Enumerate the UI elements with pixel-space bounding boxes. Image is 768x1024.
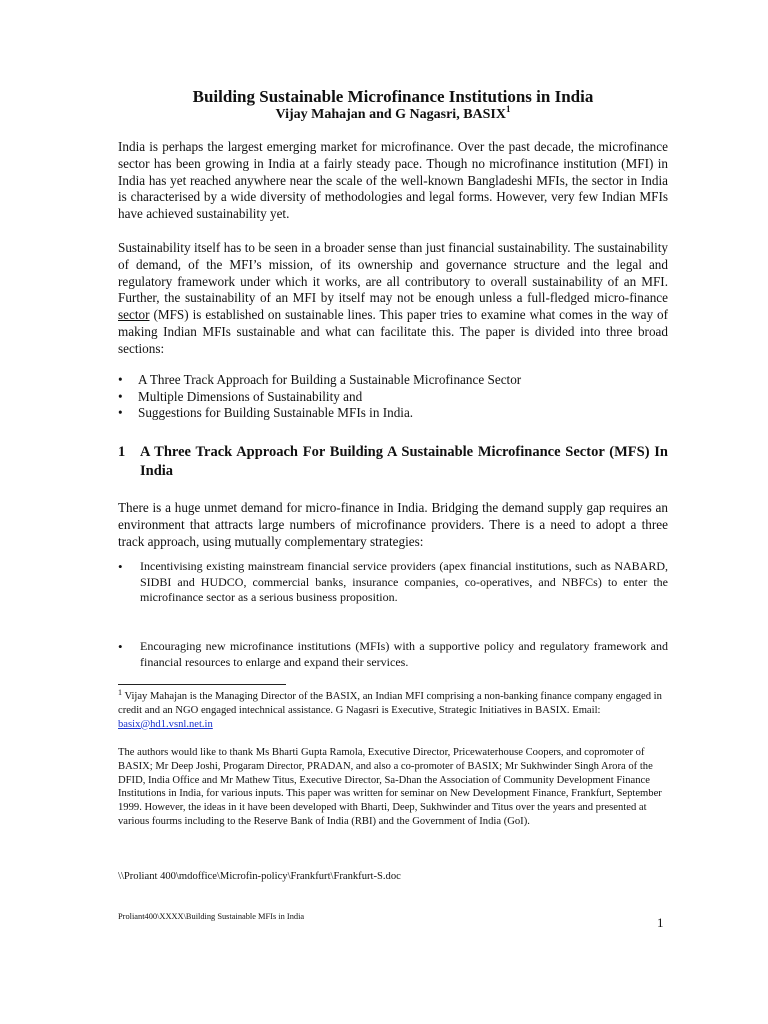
bullet-icon: • xyxy=(118,559,123,574)
strategy-bullet xyxy=(118,559,668,606)
footnote-text: Vijay Mahajan is the Managing Director of the BASIX, an Indian MFI comprising a non-banking finance company engaged in credit and an NGO engaged intechnical assistance. G Nagasri is Executive, Strategic Initiatives in BASIX. Email: xyxy=(118,691,662,716)
sustainability-paragraph xyxy=(118,240,668,358)
document-title: Building Sustainable Microfinance Institutions in India xyxy=(192,87,594,106)
section-overview-list xyxy=(118,372,668,422)
bullet-icon: • xyxy=(118,405,123,420)
strategy-bullet-text: Encouraging new microfinance institutions (MFIs) with a supportive policy and regulatory framework and financial resources to enlarge and expand their services. xyxy=(140,639,668,669)
file-path: \\Proliant 400\mdoffice\Microfin-policy\Frankfurt\Frankfurt-S.doc xyxy=(118,871,401,882)
footnote-1 xyxy=(118,690,670,731)
page-footer: Proliant400\XXXX\Building Sustainable MFIs in India xyxy=(118,912,305,921)
list-item-text: A Three Track Approach for Building a Sustainable Microfinance Sector xyxy=(138,372,522,387)
underlined-word-sector: sector xyxy=(118,307,150,323)
paragraph-text-start: Sustainability itself has to be seen in a broader sense than just financial sustainability. The sustainability of demand, of the MFI’s mission, of its ownership and governance structure and the legal and regulatory framework under which it works, are all contributory to overall sustainability of an MFI. Further, the sustainability of an MFI by itself may not be enough unless a full-fledged micro-finance xyxy=(118,240,668,306)
section-1-intro-paragraph: There is a huge unmet demand for micro-finance in India. Bridging the demand supply gap requires an environment that attracts large numbers of microfinance providers. There is a need to adopt a three track approach, using mutually complementary strategies: xyxy=(118,500,668,549)
intro-paragraph: India is perhaps the largest emerging market for microfinance. Over the past decade, the microfinance sector has been growing in India at a fairly steady pace. Though no microfinance institution (MFI) in India has yet reached anywhere near the scale of the well-known Bangladeshi MFIs, the sector in India is characterised by a wide diversity of methodologies and legal forms. However, very few Indian MFIs have achieved sustainability yet. xyxy=(118,139,668,222)
bullet-icon: • xyxy=(118,639,123,654)
list-item xyxy=(118,389,668,406)
section-number: 1 xyxy=(118,444,126,460)
list-item xyxy=(118,405,668,422)
list-item-text: Suggestions for Building Sustainable MFIs in India. xyxy=(138,405,414,420)
paragraph-text-end: (MFS) is established on sustainable lines. This paper tries to examine what comes in the way of making Indian MFIs sustainable and what can facilitate this. The paper is divided into three broad sections: xyxy=(118,307,668,356)
section-heading-text: A Three Track Approach For Building A Sustainable Microfinance Sector (MFS) In India xyxy=(140,444,668,479)
footnote-separator xyxy=(118,684,286,685)
footnote-reference-mark[interactable]: 1 xyxy=(506,104,511,114)
document-authors xyxy=(118,106,668,124)
bullet-icon: • xyxy=(118,388,123,404)
email-link[interactable]: basix@hd1.vsnl.net.in xyxy=(118,718,213,730)
footnote-mark: 1 xyxy=(118,688,122,697)
page-number: 1 xyxy=(657,915,664,930)
list-item-text: Multiple Dimensions of Sustainability and xyxy=(138,388,363,404)
section-1-heading xyxy=(118,443,668,481)
list-item xyxy=(118,372,668,389)
strategy-bullet-text: Incentivising existing mainstream financial service providers (apex financial institutions, such as NABARD, SIDBI and HUDCO, commercial banks, insurance companies, co-operatives, and NBFCs) to enter the microfinance sector as a serious business proposition. xyxy=(140,559,668,605)
acknowledgement-note: The authors would like to thank Ms Bharti Gupta Ramola, Executive Director, Pricewaterhouse Coopers, and copromoter of BASIX; Mr Deep Joshi, Progaram Director, PRADAN, and also a co-promoter of BASIX; Mr Sukhwinder Singh Arora of the DFID, India Office and Mr Mathew Titus, Executive Director, Sa-Dhan the Association of Community Development Finance Institutions in India, for various inputs. This paper was written for seminar on New Development Finance, Frankfurt, September 1999. However, the ideas in it have been developed with Bharti, Deep, Sukhwinder and Titus over the years and presented at various fourms including to the Reserve Bank of India (RBI) and the Government of India (GoI). xyxy=(118,747,662,827)
authors-text: Vijay Mahajan and G Nagasri, BASIX xyxy=(275,107,506,122)
strategy-bullet xyxy=(118,639,668,670)
bullet-icon: • xyxy=(118,372,123,387)
